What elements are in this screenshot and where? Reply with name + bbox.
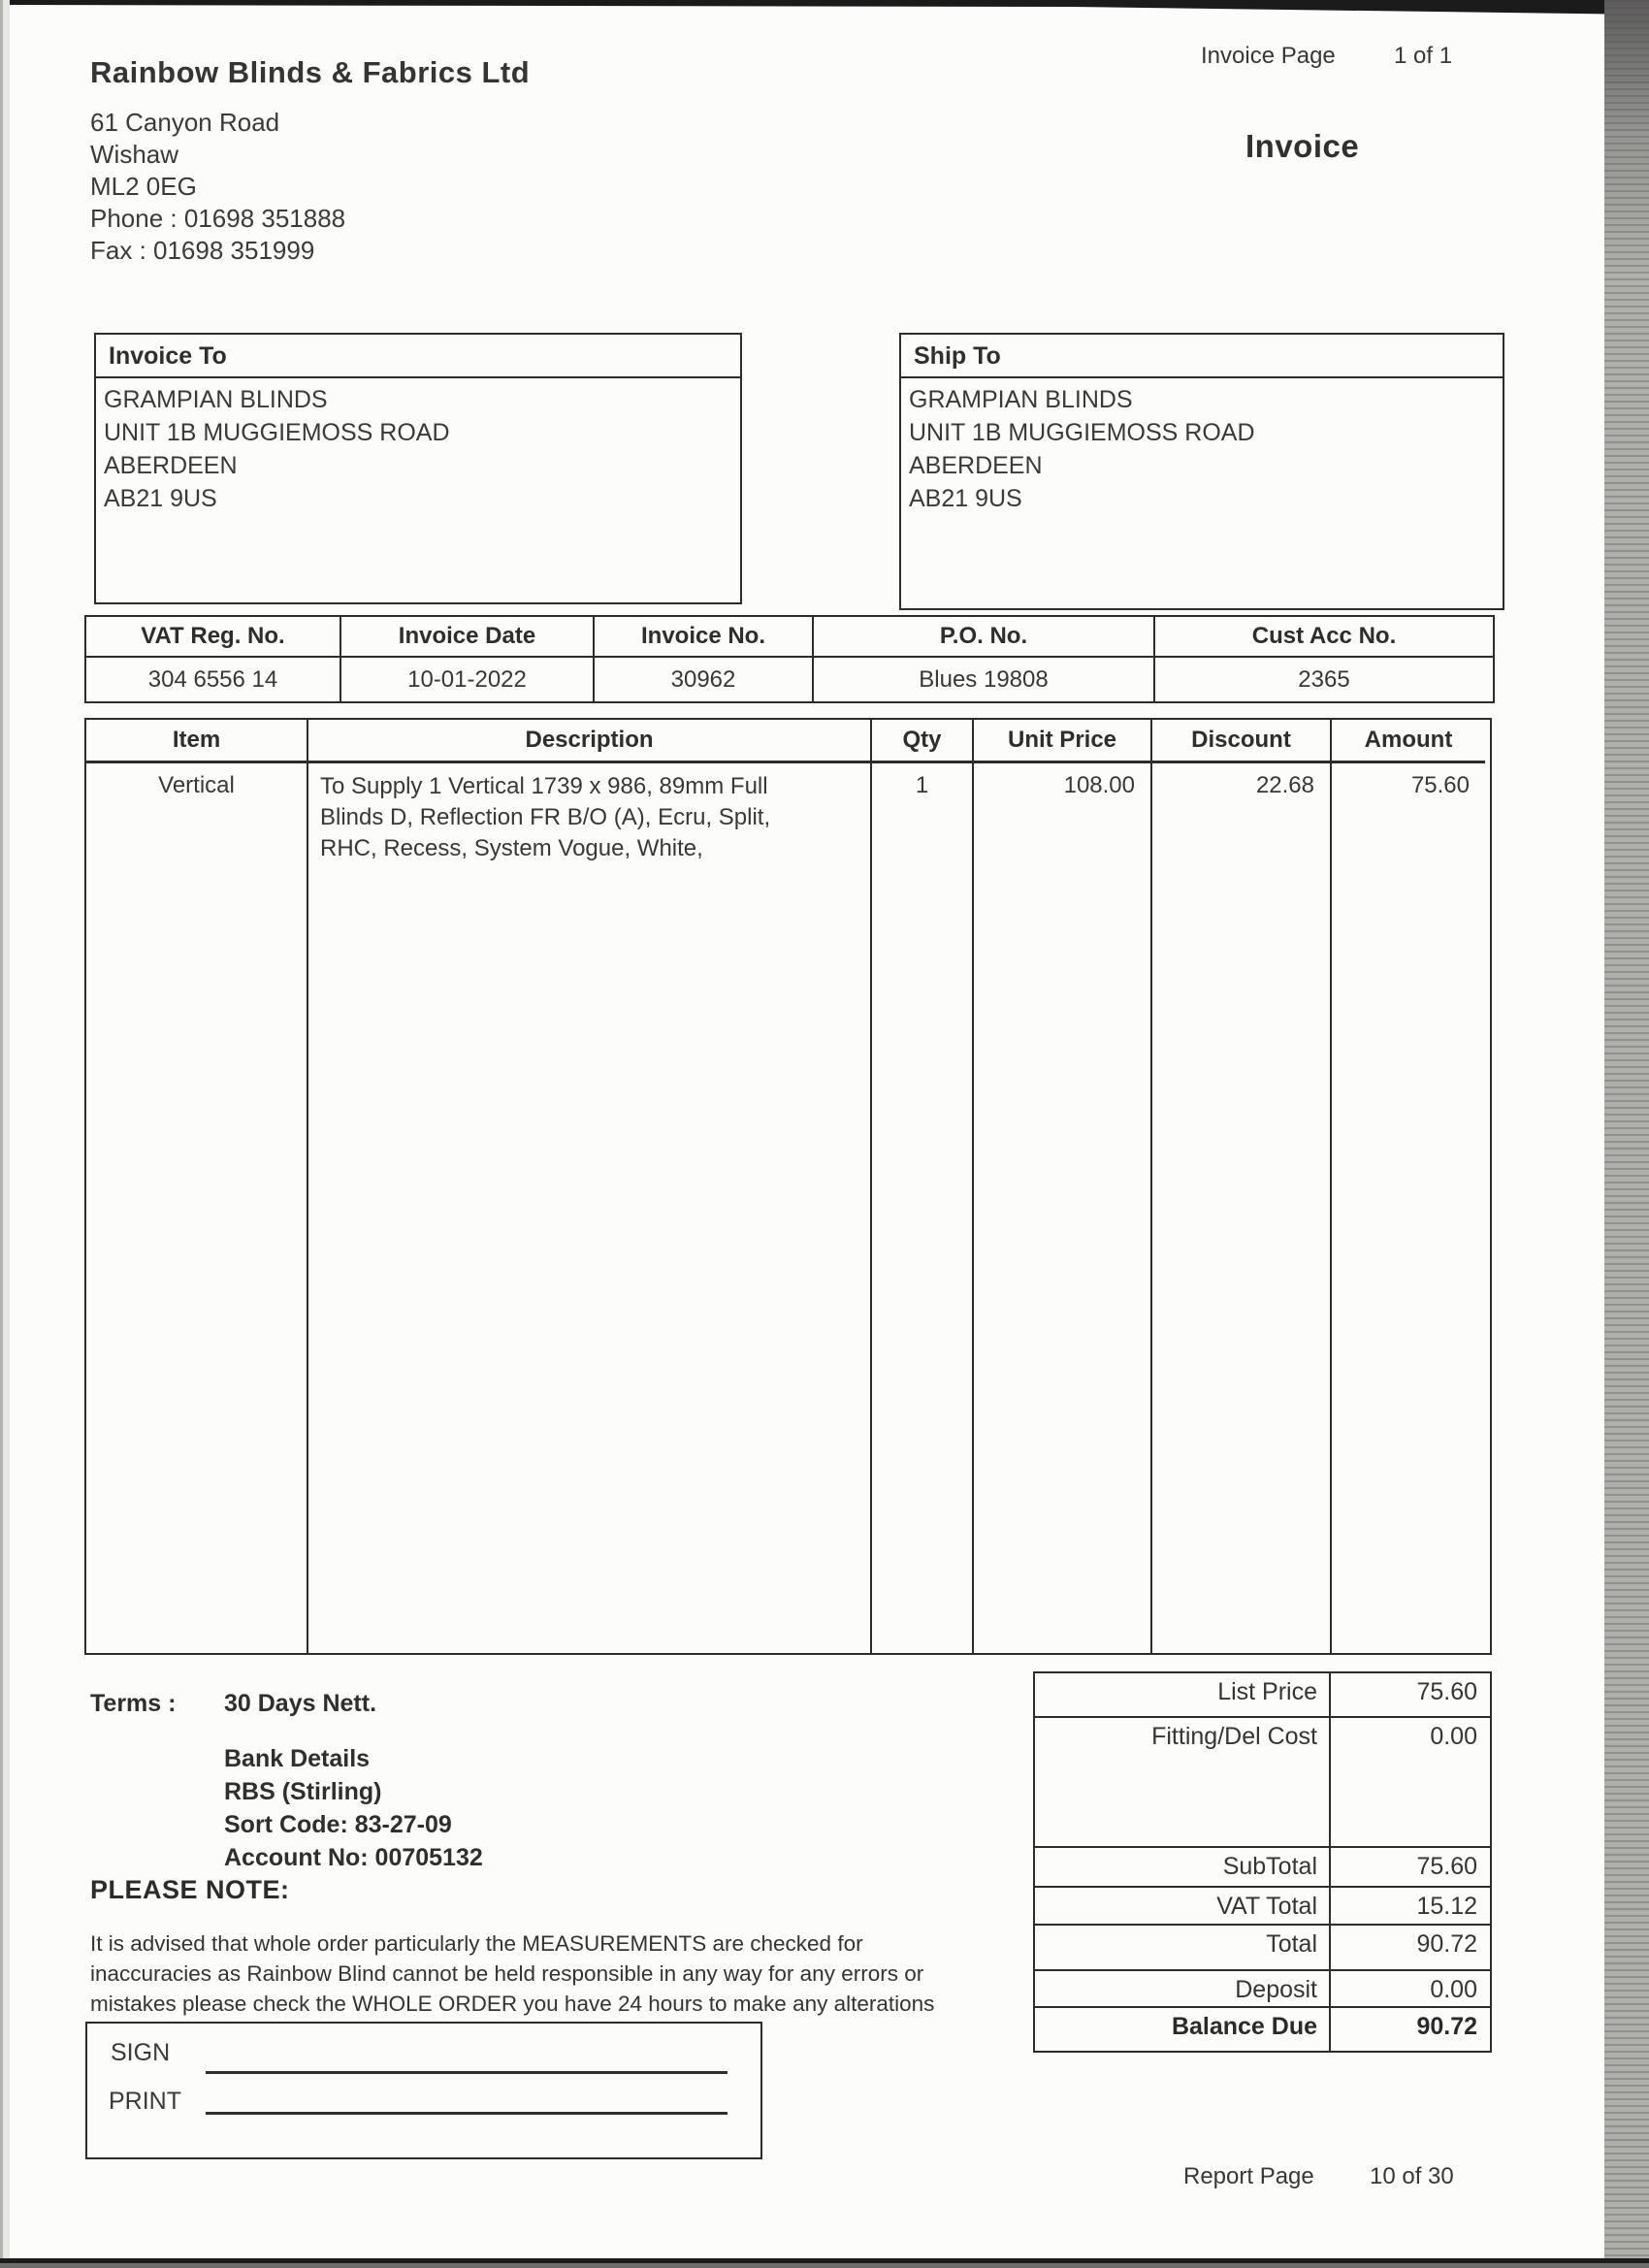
meta-header-po-no: P.O. No. xyxy=(812,617,1153,658)
invoice-meta-table xyxy=(84,615,1495,703)
terms-label: Terms : xyxy=(90,1690,177,1717)
ship-to-line: AB21 9US xyxy=(909,485,1022,512)
meta-header-vat-reg: VAT Reg. No. xyxy=(86,617,340,658)
total-row-deposit xyxy=(1035,1969,1490,2006)
items-header-qty: Qty xyxy=(870,720,972,763)
ship-to-box xyxy=(899,333,1504,610)
totals-table xyxy=(1033,1671,1492,2053)
description-line: RHC, Recess, System Vogue, White, xyxy=(320,835,703,861)
note-line: mistakes please check the WHOLE ORDER you have 24 hours to make any alterations xyxy=(90,1992,935,2016)
invoice-page-value: 1 of 1 xyxy=(1394,43,1453,69)
ship-to-line: UNIT 1B MUGGIEMOSS ROAD xyxy=(909,419,1255,446)
item-cell-name: Vertical xyxy=(158,772,235,798)
ship-to-line: ABERDEEN xyxy=(909,452,1043,479)
description-line: Blinds D, Reflection FR B/O (A), Ecru, Split, xyxy=(320,804,771,830)
total-value: 0.00 xyxy=(1430,1723,1477,1750)
total-value: 75.60 xyxy=(1416,1678,1477,1705)
print-line xyxy=(206,2112,728,2115)
items-header-discount: Discount xyxy=(1150,720,1330,763)
meta-value-invoice-date: 10-01-2022 xyxy=(340,658,593,701)
line-items-table xyxy=(84,718,1492,1655)
company-address xyxy=(90,107,345,267)
meta-value-vat-reg: 304 6556 14 xyxy=(147,665,278,693)
phone-line: Phone : 01698 351888 xyxy=(90,204,346,233)
bank-details xyxy=(224,1742,483,1874)
total-value: 90.72 xyxy=(1416,1930,1477,1958)
meta-header-invoice-no: Invoice No. xyxy=(593,617,812,658)
total-value: 0.00 xyxy=(1430,1976,1477,2003)
meta-header-invoice-date: Invoice Date xyxy=(340,617,593,658)
meta-value-cust-acc: 2365 xyxy=(1153,658,1493,701)
bank-details-heading: Bank Details xyxy=(224,1745,371,1772)
address-line: Wishaw xyxy=(90,140,179,169)
items-header-amount: Amount xyxy=(1330,720,1485,763)
note-line: inaccuracies as Rainbow Blind cannot be held responsible in any way for any errors or xyxy=(90,1961,924,1986)
total-label: List Price xyxy=(1035,1673,1331,1716)
invoice-to-address xyxy=(96,378,740,515)
document-title: Invoice xyxy=(1245,128,1360,164)
scan-line-texture xyxy=(1604,0,1649,2268)
company-name: Rainbow Blinds & Fabrics Ltd xyxy=(90,55,531,89)
items-header-description: Description xyxy=(307,720,870,763)
invoice-to-heading: Invoice To xyxy=(96,335,740,378)
print-label: PRINT xyxy=(109,2088,181,2115)
ship-to-address xyxy=(901,378,1503,515)
scan-edge-top xyxy=(0,0,1649,16)
total-row-balance-due xyxy=(1035,2006,1490,2051)
ship-to-line: GRAMPIAN BLINDS xyxy=(909,386,1133,413)
item-cell-description xyxy=(307,763,870,1653)
item-cell-unit-price: 108.00 xyxy=(972,763,1150,1653)
total-row-list-price xyxy=(1035,1673,1490,1716)
sign-line xyxy=(206,2071,728,2074)
please-note-heading: PLEASE NOTE: xyxy=(90,1875,290,1904)
report-page-label: Report Page xyxy=(1183,2163,1314,2189)
description-line: To Supply 1 Vertical 1739 x 986, 89mm Full xyxy=(320,773,768,799)
note-line: It is advised that whole order particularly the MEASUREMENTS are checked for xyxy=(90,1931,863,1956)
total-value: 15.12 xyxy=(1416,1893,1477,1920)
item-cell-qty: 1 xyxy=(870,763,972,1653)
report-page-value: 10 of 30 xyxy=(1370,2163,1454,2189)
total-label: VAT Total xyxy=(1035,1888,1331,1924)
balance-due-value: 90.72 xyxy=(1416,2013,1477,2040)
invoice-to-box xyxy=(94,333,742,604)
bank-sort-code: Sort Code: 83-27-09 xyxy=(224,1811,452,1838)
invoice-to-line: AB21 9US xyxy=(104,485,217,512)
invoice-page-label: Invoice Page xyxy=(1201,43,1336,69)
invoice-to-line: ABERDEEN xyxy=(104,452,238,479)
address-line: 61 Canyon Road xyxy=(90,108,280,137)
meta-value-invoice-no: 30962 xyxy=(593,658,812,701)
total-label: Total xyxy=(1035,1926,1331,1969)
invoice-to-line: UNIT 1B MUGGIEMOSS ROAD xyxy=(104,419,450,446)
item-cell-amount: 75.60 xyxy=(1330,763,1485,1653)
total-label: SubTotal xyxy=(1035,1848,1331,1886)
total-row-total xyxy=(1035,1924,1490,1969)
meta-header-cust-acc: Cust Acc No. xyxy=(1153,617,1493,658)
item-cell-discount: 22.68 xyxy=(1150,763,1330,1653)
balance-due-label: Balance Due xyxy=(1035,2008,1331,2051)
total-value: 75.60 xyxy=(1416,1853,1477,1880)
total-row-fitting-del-cost xyxy=(1035,1716,1490,1846)
items-header-item: Item xyxy=(86,720,307,763)
scan-edge-left xyxy=(0,0,10,2268)
terms-value: 30 Days Nett. xyxy=(224,1690,377,1717)
scan-edge-right xyxy=(1604,0,1649,2268)
bank-account-no: Account No: 00705132 xyxy=(224,1844,483,1871)
invoice-to-line: GRAMPIAN BLINDS xyxy=(104,386,328,413)
items-header-unit-price: Unit Price xyxy=(972,720,1150,763)
address-line: ML2 0EG xyxy=(90,172,197,201)
signature-box xyxy=(85,2022,762,2159)
please-note-text xyxy=(90,1928,934,2019)
bank-name: RBS (Stirling) xyxy=(224,1778,382,1805)
fax-line: Fax : 01698 351999 xyxy=(90,236,315,265)
meta-value-po-no: Blues 19808 xyxy=(812,658,1153,701)
ship-to-heading: Ship To xyxy=(901,335,1503,378)
total-label: Deposit xyxy=(1035,1971,1331,2006)
sign-label: SIGN xyxy=(111,2039,171,2066)
total-label: Fitting/Del Cost xyxy=(1035,1718,1331,1846)
scan-edge-bottom xyxy=(0,2258,1649,2268)
total-row-vat-total xyxy=(1035,1886,1490,1924)
total-row-subtotal xyxy=(1035,1846,1490,1886)
